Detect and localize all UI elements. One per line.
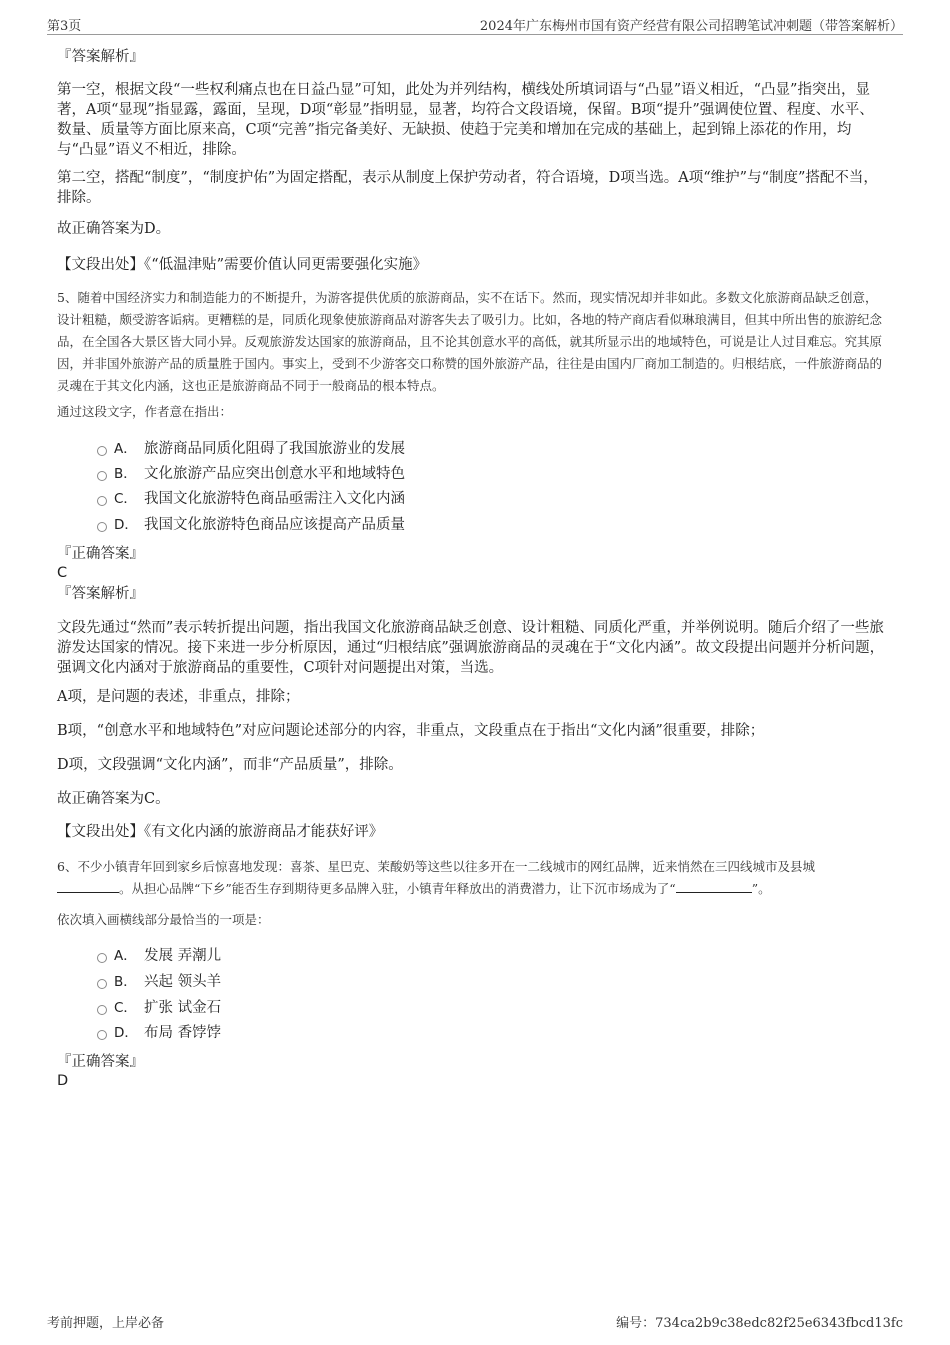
option-text: 我国文化旅游特色商品亟需注入文化内涵 (144, 491, 405, 507)
q6-stem (57, 856, 885, 900)
q6-prompt: 依次填入画横线部分最恰当的一项是： (57, 912, 270, 927)
q4-source: 【文段出处】《“低温津贴”需要价值认同更需要强化实施》 (57, 257, 428, 273)
option-text: 兴起 领头羊 (144, 974, 222, 990)
radio-icon[interactable] (97, 953, 107, 963)
page-number: 第3页 (47, 19, 82, 34)
radio-icon[interactable] (97, 446, 107, 456)
option-letter: B． (114, 974, 137, 990)
fill-blank-1 (57, 880, 119, 893)
q5-option-a[interactable] (97, 439, 405, 459)
q5-analysis-p1: 文段先通过“然而”表示转折提出问题，指出我国文化旅游商品缺乏创意、设计粗糙、同质化严重，并举例说明。随后介绍了一些旅游发达国家的情况。接下来进一步分析原因，通过“归根结底”强调旅游商品的灵魂在于“文化内涵”。故文段提出问题并分析问题，强调文化内涵对于旅游商品的重要性，C项针对问题提出对策，当选。 (57, 620, 885, 676)
q6-stem-part-1: 6、不少小镇青年回到家乡后惊喜地发现：喜茶、星巴克、茉酸奶等这些以往多开在一二线城市的网红品牌，近来悄然在三四线城市及县城 (57, 859, 815, 874)
q5-option-b[interactable] (97, 464, 405, 484)
option-text: 发展 弄潮儿 (144, 948, 222, 964)
q5-analysis-label: 『答案解析』 (57, 586, 144, 602)
option-letter: D． (114, 1025, 138, 1041)
q6-answer-label: 『正确答案』 (57, 1054, 144, 1070)
q6-option-a[interactable] (97, 946, 221, 966)
option-text: 文化旅游产品应突出创意水平和地域特色 (144, 466, 405, 482)
option-text: 扩张 试金石 (144, 1000, 222, 1016)
option-letter: C． (114, 491, 137, 507)
option-letter: A． (114, 948, 137, 964)
q5-analysis-p5: 故正确答案为C。 (57, 791, 170, 807)
option-letter: C． (114, 1000, 137, 1016)
option-text: 旅游商品同质化阻碍了我国旅游业的发展 (144, 441, 405, 457)
document-title: 2024年广东梅州市国有资产经营有限公司招聘笔试冲刺题（带答案解析） (479, 19, 903, 34)
option-text: 布局 香饽饽 (144, 1025, 222, 1041)
q5-prompt: 通过这段文字，作者意在指出： (57, 404, 233, 419)
q5-source: 【文段出处】《有文化内涵的旅游商品才能获好评》 (57, 824, 384, 840)
fill-blank-2 (676, 880, 752, 893)
page-footer (47, 1312, 903, 1331)
option-text: 我国文化旅游特色商品应该提高产品质量 (144, 517, 405, 533)
option-letter: A． (114, 441, 137, 457)
q5-stem: 5、随着中国经济实力和制造能力的不断提升，为游客提供优质的旅游商品，实不在话下。然而，现实情况却并非如此。多数文化旅游商品缺乏创意，设计粗糙，颇受游客诟病。更糟糕的是，同质化现象使旅游商品对游客失去了吸引力。比如，各地的特产商店看似琳琅满目，但其中所出售的旅游纪念品，在全国各大景区皆大同小异。反观旅游发达国家的旅游商品，且不论其创意水平的高低，就其所显示出的地域特色，可说是让人过目难忘。究其原因，并非国外旅游产品的质量胜于国内。事实上，受到不少游客交口称赞的国外旅游产品，往往是由国内厂商加工制造的。归根结底，一件旅游商品的灵魂在于其文化内涵，这也正是旅游商品不同于一般商品的根本特点。 (57, 290, 883, 393)
q6-answer: D (57, 1073, 69, 1089)
radio-icon[interactable] (97, 522, 107, 532)
q5-answer-label: 『正确答案』 (57, 546, 144, 562)
q4-analysis-p2: 第二空，搭配“制度”，“制度护佑”为固定搭配，表示从制度上保护劳动者，符合语境，D项当选。A项“维护”与“制度”搭配不当，排除。 (57, 170, 878, 206)
page-header (47, 14, 903, 35)
q6-option-b[interactable] (97, 972, 221, 992)
q6-option-d[interactable] (97, 1023, 221, 1043)
q5-answer: C (57, 565, 68, 581)
option-letter: D． (114, 517, 138, 533)
q4-analysis-label: 『答案解析』 (57, 49, 144, 65)
radio-icon[interactable] (97, 471, 107, 481)
radio-icon[interactable] (97, 1030, 107, 1040)
q4-analysis-p3: 故正确答案为D。 (57, 221, 171, 237)
q5-option-d[interactable] (97, 515, 405, 535)
footer-slogan: 考前押题，上岸必备 (47, 1316, 165, 1331)
option-letter: B． (114, 466, 137, 482)
q5-option-c[interactable] (97, 489, 405, 509)
radio-icon[interactable] (97, 979, 107, 989)
q6-stem-part-2: 。从担心品牌“下乡”能否生存到期待更多品牌入驻，小镇青年释放出的消费潜力，让下沉市场成为了“ (119, 881, 676, 896)
radio-icon[interactable] (97, 1005, 107, 1015)
q5-analysis-p4: D项，文段强调“文化内涵”，而非“产品质量”，排除。 (57, 757, 403, 773)
q5-analysis-p2: A项，是问题的表述，非重点，排除； (57, 689, 300, 705)
q6-stem-part-3: ”。 (751, 881, 771, 896)
q5-analysis-p3: B项，“创意水平和地域特色”对应问题论述部分的内容，非重点，文段重点在于指出“文化内涵”很重要，排除； (57, 723, 765, 739)
q4-analysis-p1: 第一空，根据文段“一些权利痛点也在日益凸显”可知，此处为并列结构，横线处所填词语与“凸显”语义相近，“凸显”指突出，显著，A项“显现”指显露，露面，呈现，D项“彰显”指明显，显著，均符合文段语境，保留。B项“提升”强调使位置、程度、水平、数量、质量等方面比原来高，C项“完善”指完备美好、无缺损、使趋于完美和增加在完成的基础上，起到锦上添花的作用，均与“凸显”语义不相近，排除。 (57, 82, 874, 158)
document-id: 编号：734ca2b9c38edc82f25e6343fbcd13fc (616, 1316, 903, 1331)
q6-option-c[interactable] (97, 998, 221, 1018)
radio-icon[interactable] (97, 496, 107, 506)
